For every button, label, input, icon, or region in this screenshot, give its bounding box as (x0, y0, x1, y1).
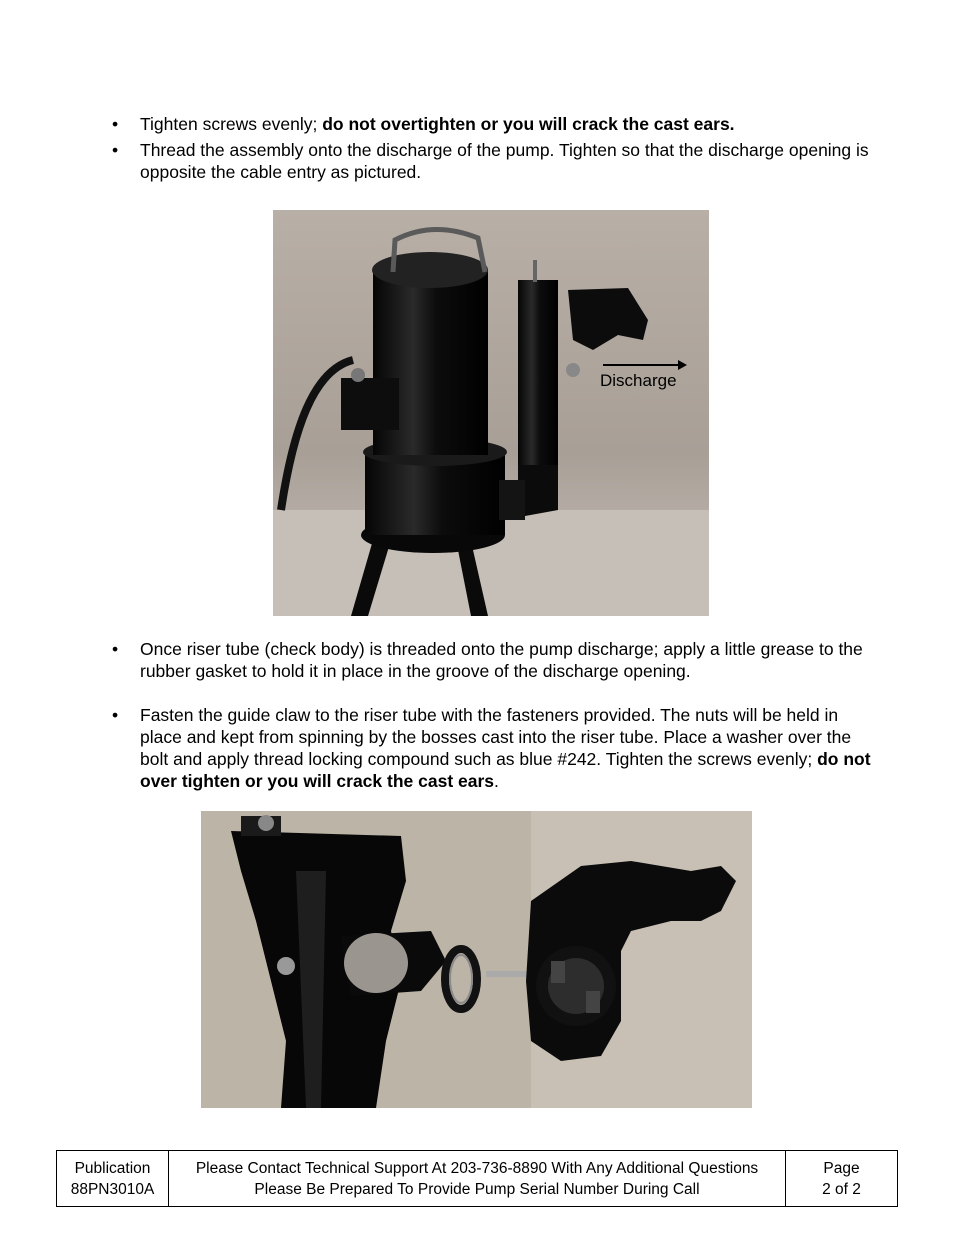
bullet-tail: . (494, 771, 499, 791)
bullet-warning: do not over tighten or you will crack the cast ears (140, 749, 871, 791)
bullet-warning: do not overtighten or you will crack the cast ears. (322, 114, 735, 134)
publication-label: Publication (74, 1159, 151, 1177)
bullet-tighten-screws (112, 113, 882, 135)
discharge-label: Discharge (600, 371, 677, 390)
pump-illustration (273, 210, 709, 616)
bullet-text: Thread the assembly onto the discharge of the pump. Tighten so that the discharge opening is opposite the cable entry as pictured. (140, 140, 869, 182)
bullet-fasten-guide-claw (112, 704, 882, 792)
page-footer (56, 1150, 898, 1207)
bullet-text: Fasten the guide claw to the riser tube with the fasteners provided. The nuts will be held in place and kept from spinning by the bosses cast into the riser tube. Place a washer over the bolt and apply thread locking compound such as blue #242. Tighten the screws evenly; (140, 705, 852, 769)
publication-number: 88PN3010A (70, 1180, 155, 1198)
instructions-top (112, 113, 882, 183)
support-cell (169, 1151, 786, 1207)
bullet-glyph: • (112, 639, 119, 659)
guide-claw-photo (201, 811, 752, 1108)
bullet-glyph: • (112, 705, 119, 725)
bullet-glyph: • (112, 114, 119, 134)
publication-cell (57, 1151, 169, 1207)
pump-assembly-photo (273, 210, 709, 616)
bullet-text: Tighten screws evenly; (140, 114, 323, 134)
instructions-bottom (112, 638, 882, 792)
bullet-glyph: • (112, 140, 119, 160)
guide-claw-illustration (201, 811, 752, 1108)
support-line-2: Please Be Prepared To Provide Pump Serial Number During Call (254, 1180, 700, 1198)
bullet-text: Once riser tube (check body) is threaded onto the pump discharge; apply a little grease to the rubber gasket to hold it in place in the groove of the discharge opening. (140, 639, 863, 681)
page-number: 2 of 2 (822, 1180, 861, 1198)
bullet-thread-assembly (112, 139, 882, 183)
support-line-1: Please Contact Technical Support At 203-736-8890 With Any Additional Questions (195, 1159, 759, 1177)
page-cell (786, 1151, 898, 1207)
bullet-apply-grease (112, 638, 882, 682)
page-label: Page (823, 1159, 860, 1177)
